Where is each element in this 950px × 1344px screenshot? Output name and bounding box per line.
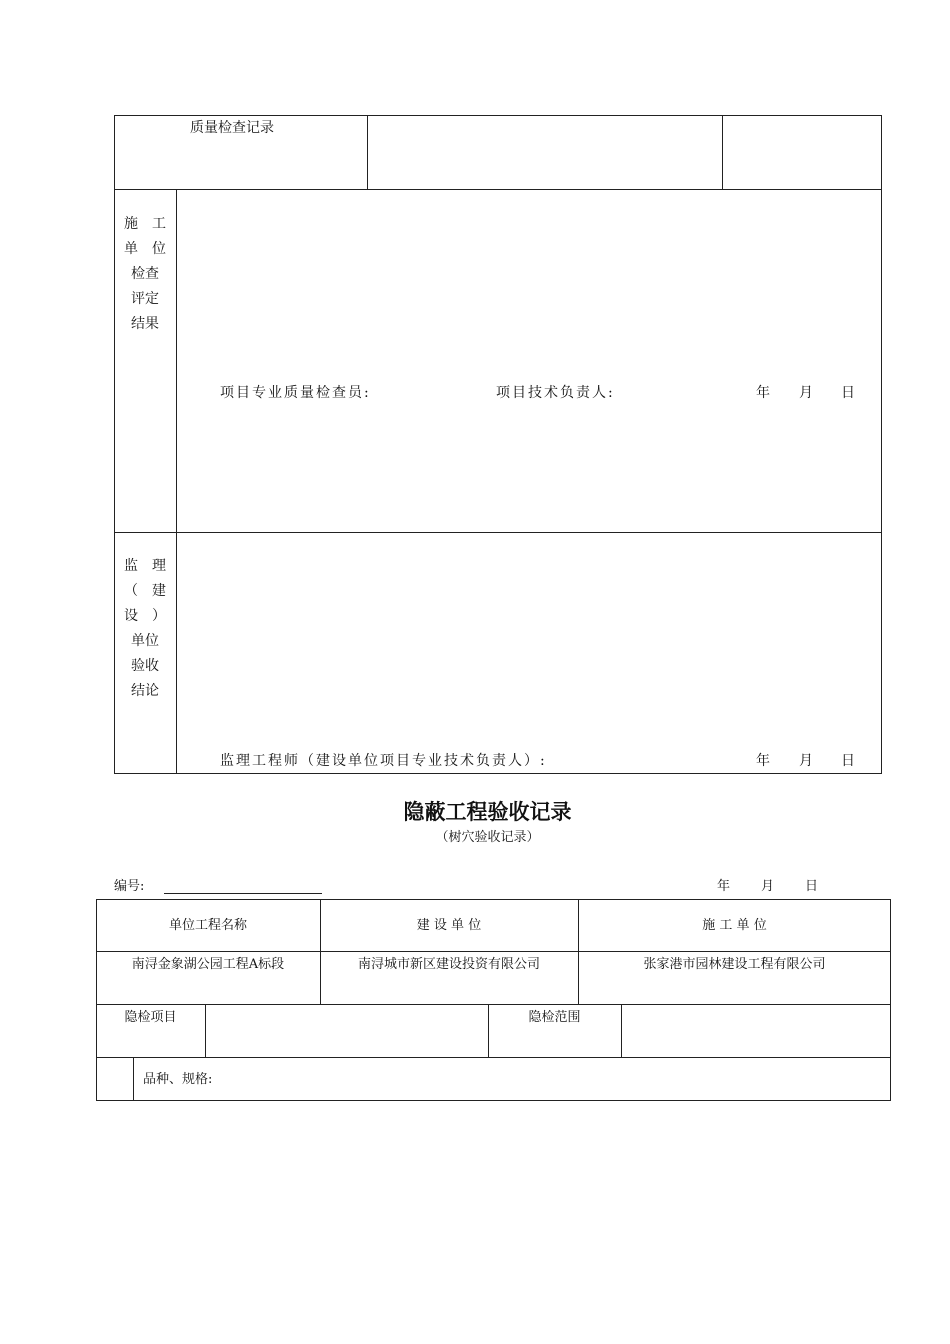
hidden-item-cell[interactable] — [206, 1005, 487, 1056]
form2-date-year: 年 — [717, 879, 731, 894]
hidden-item-label: 隐检项目 — [124, 1010, 177, 1025]
tech-lead-label: 项目技术负责人: — [496, 385, 615, 401]
value-contractor-unit: 张家港市园林建设工程有限公司 — [643, 957, 826, 972]
result-date-month: 月 — [799, 385, 813, 401]
header-project-name: 单位工程名称 — [168, 918, 247, 933]
quality-record-extra-cell[interactable] — [723, 116, 881, 188]
number-label: 编号: — [114, 879, 145, 894]
quality-inspector-label: 项目专业质量检查员: — [220, 385, 371, 401]
result-date-year: 年 — [756, 385, 770, 401]
header-owner-unit: 建 设 单 位 — [416, 918, 482, 933]
form2-date-month: 月 — [761, 879, 775, 894]
number-field[interactable] — [164, 879, 322, 894]
form-title: 隐蔽工程验收记录 — [403, 800, 572, 824]
form-subtitle: （树穴验收记录） — [435, 830, 540, 845]
supervision-engineer-label: 监理工程师（建设单位项目专业技术负责人）: — [220, 753, 547, 769]
header-contractor-unit: 施 工 单 位 — [702, 918, 767, 933]
value-project-name: 南浔金象湖公园工程A标段 — [131, 957, 285, 972]
variety-spec-label: 品种、规格: — [143, 1072, 213, 1087]
hidden-scope-label: 隐检范围 — [528, 1010, 581, 1025]
conclusion-date-day: 日 — [841, 753, 855, 769]
quality-record-cell[interactable] — [368, 116, 721, 188]
conclusion-date-month: 月 — [799, 753, 813, 769]
conclusion-date-year: 年 — [756, 753, 770, 769]
hidden-scope-cell[interactable] — [622, 1005, 890, 1056]
construction-unit-result-cell[interactable] — [177, 190, 881, 531]
construction-unit-result-label: 施 工 单 位 检查 评定 结果 — [124, 216, 166, 332]
variety-spec-field[interactable] — [230, 1058, 890, 1100]
supervision-conclusion-label: 监 理 （ 建 设 ） 单位 验收 结论 — [124, 558, 166, 699]
value-owner-unit: 南浔城市新区建设投资有限公司 — [357, 957, 540, 972]
supervision-conclusion-cell[interactable] — [177, 533, 881, 773]
result-date-day: 日 — [841, 385, 855, 401]
quality-record-label: 质量检查记录 — [190, 120, 274, 136]
form2-date-day: 日 — [805, 879, 819, 894]
